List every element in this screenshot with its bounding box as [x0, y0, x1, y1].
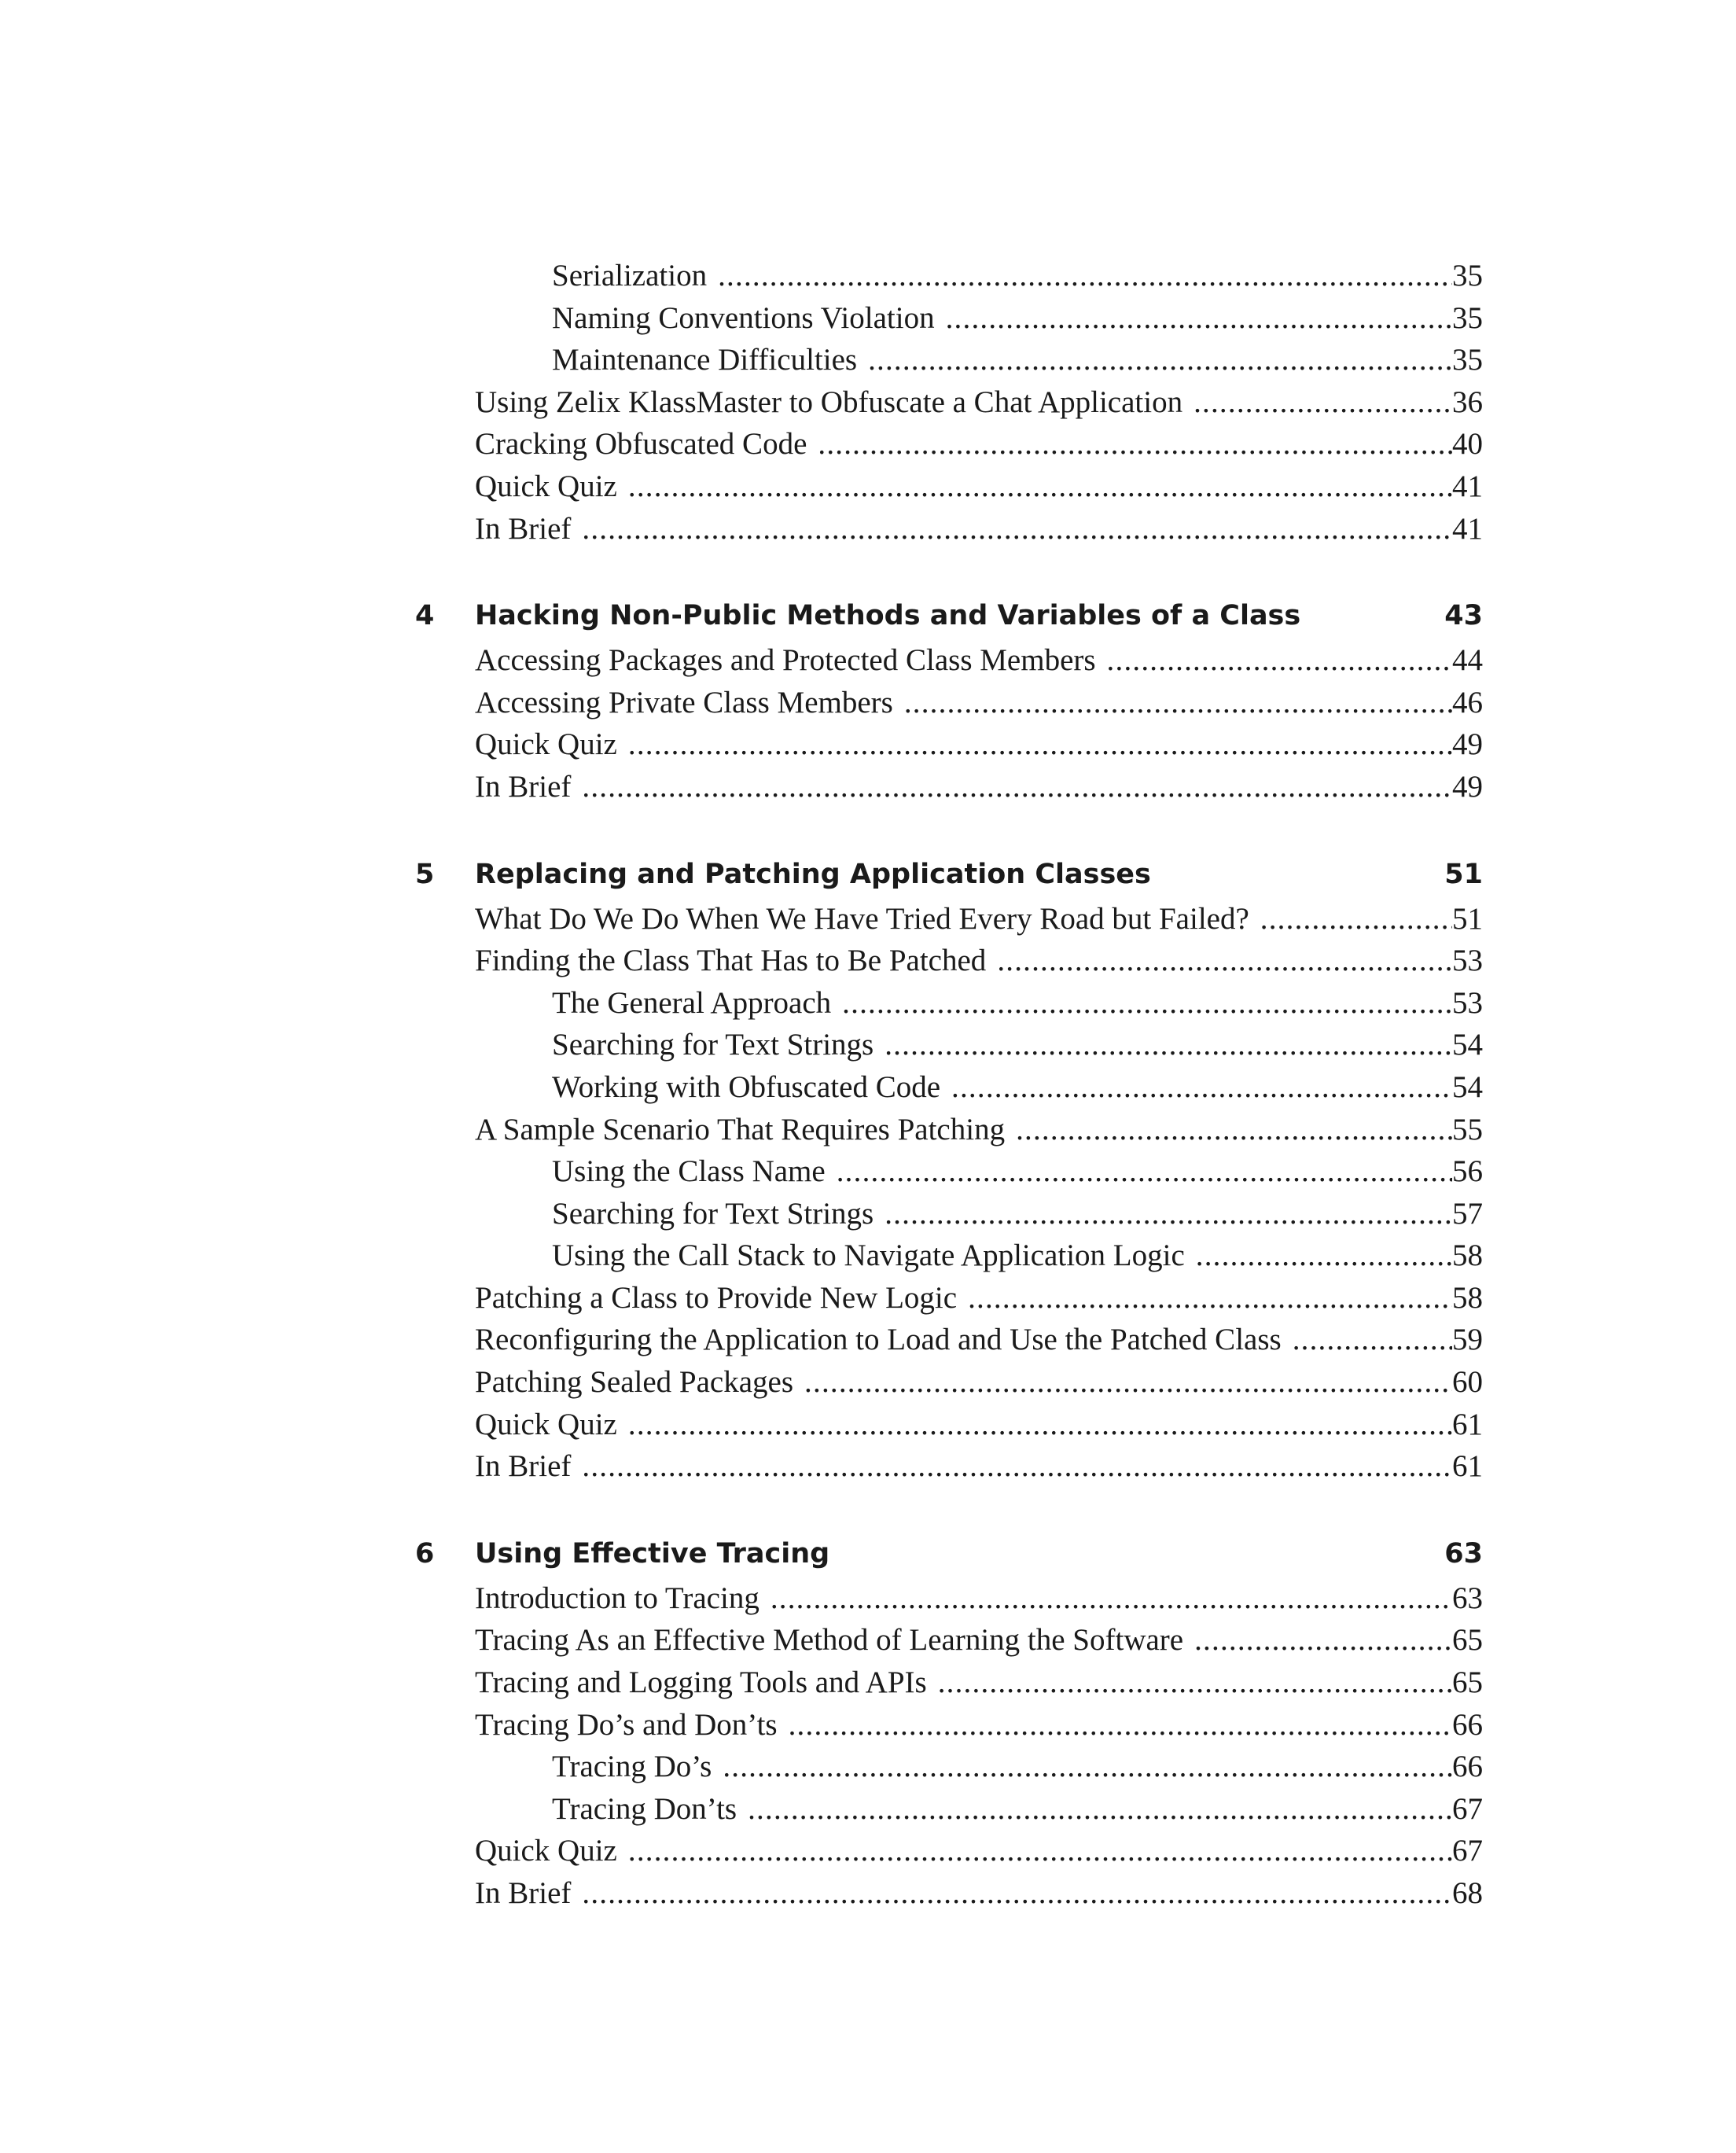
toc-entry-title: The General Approach	[552, 985, 832, 1020]
toc-entry-title: Patching a Class to Provide New Logic	[475, 1280, 958, 1315]
section-continued	[417, 258, 1483, 553]
toc-entry[interactable]	[417, 1112, 1483, 1154]
toc-entry-title: A Sample Scenario That Requires Patching	[475, 1112, 1006, 1146]
toc-entry-title: In Brief	[475, 769, 572, 804]
dot-leader	[837, 1154, 1452, 1189]
toc-entry-title: Accessing Packages and Protected Class Members	[475, 643, 1096, 678]
dot-leader	[582, 1875, 1452, 1911]
dot-leader	[868, 342, 1452, 377]
chapter-heading-5[interactable]	[417, 849, 1483, 900]
dot-leader	[718, 258, 1452, 293]
toc-entry-title: Quick Quiz	[475, 1407, 617, 1441]
toc-entry-title: In Brief	[475, 1449, 572, 1484]
toc-entry-title: Maintenance Difficulties	[552, 343, 858, 377]
toc-entry-title: Quick Quiz	[475, 469, 617, 503]
toc-entry[interactable]	[417, 342, 1483, 385]
toc-entry-title: Using the Class Name	[552, 1154, 826, 1189]
chapter-number: 4	[415, 600, 435, 632]
toc-entry-title: Reconfiguring the Application to Load and Use the Patched Class	[475, 1323, 1282, 1357]
dot-leader	[582, 769, 1452, 804]
toc-entry[interactable]	[417, 1364, 1483, 1407]
toc-entry-title: Searching for Text Strings	[552, 1028, 874, 1062]
toc-entry-title: Quick Quiz	[475, 1834, 617, 1868]
toc-entry[interactable]	[417, 511, 1483, 554]
toc-entry-page: 49	[1452, 769, 1483, 804]
toc-entry-page: 53	[1452, 985, 1483, 1020]
dot-leader	[885, 1196, 1452, 1231]
toc-entry[interactable]	[417, 1581, 1483, 1623]
dot-leader	[1016, 1112, 1452, 1147]
toc-entry-page: 65	[1452, 1665, 1483, 1700]
toc-entry-title: In Brief	[475, 511, 572, 546]
toc-entry-page: 55	[1452, 1112, 1483, 1146]
dot-leader	[885, 1027, 1452, 1062]
toc-entry-page: 57	[1452, 1196, 1483, 1231]
toc-entry-page: 36	[1452, 385, 1483, 419]
dot-leader	[771, 1581, 1452, 1616]
toc-entry[interactable]	[417, 1622, 1483, 1665]
toc-entry[interactable]	[417, 985, 1483, 1028]
dot-leader	[628, 1833, 1452, 1868]
toc-entry-title: Tracing Do’s and Don’ts	[475, 1707, 778, 1742]
toc-entry-title: Patching Sealed Packages	[475, 1365, 794, 1400]
toc-entry[interactable]	[417, 1322, 1483, 1364]
toc-entry-page: 49	[1452, 727, 1483, 762]
toc-entry[interactable]	[417, 1238, 1483, 1280]
toc-entry[interactable]	[417, 469, 1483, 511]
toc-entry-title: Tracing Do’s	[552, 1750, 712, 1784]
dot-leader	[628, 727, 1452, 762]
toc-entry-title: Naming Conventions Violation	[552, 300, 935, 335]
toc-entry-page: 66	[1452, 1750, 1483, 1784]
toc-entry[interactable]	[417, 1154, 1483, 1196]
toc-entry[interactable]	[417, 1448, 1483, 1491]
dot-leader	[1196, 1238, 1452, 1273]
toc-entry-title: Using the Call Stack to Navigate Application Logic	[552, 1238, 1185, 1273]
dot-leader	[582, 511, 1452, 547]
toc-entry[interactable]	[417, 769, 1483, 812]
dot-leader	[1194, 1622, 1452, 1658]
toc-entry-page: 40	[1452, 427, 1483, 462]
dot-leader	[1194, 385, 1452, 420]
dot-leader	[723, 1749, 1452, 1784]
toc-entry[interactable]	[417, 1665, 1483, 1707]
toc-entry-page: 51	[1452, 901, 1483, 936]
chapter-section-6	[417, 1529, 1483, 1918]
chapter-title: Hacking Non-Public Methods and Variables of a Class	[475, 600, 1301, 632]
toc-entry-page: 41	[1452, 511, 1483, 546]
toc-entry-page: 67	[1452, 1791, 1483, 1826]
dot-leader	[789, 1707, 1452, 1743]
toc-entry-title: Using Zelix KlassMaster to Obfuscate a Chat Application	[475, 385, 1183, 419]
toc-entry[interactable]	[417, 901, 1483, 944]
chapter-number: 6	[415, 1537, 435, 1570]
toc-entry[interactable]	[417, 1280, 1483, 1323]
toc-entry[interactable]	[417, 1027, 1483, 1069]
chapter-section-4	[417, 591, 1483, 811]
toc-entry-page: 61	[1452, 1449, 1483, 1484]
toc-entry-page: 58	[1452, 1280, 1483, 1315]
toc-entry-page: 35	[1452, 343, 1483, 377]
chapter-page-number: 51	[1444, 858, 1483, 890]
toc-entry[interactable]	[417, 1791, 1483, 1834]
toc-entry-page: 44	[1452, 643, 1483, 678]
toc-entry[interactable]	[417, 426, 1483, 469]
toc-entry-page: 60	[1452, 1365, 1483, 1400]
toc-entry-title: Tracing As an Effective Method of Learning the Software	[475, 1623, 1184, 1658]
toc-entry[interactable]	[417, 1833, 1483, 1875]
toc-entry-title: Introduction to Tracing	[475, 1581, 760, 1615]
toc-entry-page: 68	[1452, 1876, 1483, 1910]
toc-entry[interactable]	[417, 685, 1483, 727]
chapter-number: 5	[415, 858, 435, 890]
chapter-page-number: 63	[1444, 1537, 1483, 1570]
toc-entry[interactable]	[417, 385, 1483, 427]
dot-leader	[946, 300, 1452, 336]
toc-entry-title: Searching for Text Strings	[552, 1196, 874, 1231]
toc-entry-page: 54	[1452, 1069, 1483, 1104]
dot-leader	[842, 985, 1452, 1021]
dot-leader	[997, 943, 1452, 978]
toc-entry-page: 54	[1452, 1028, 1483, 1062]
dot-leader	[628, 1407, 1452, 1442]
dot-leader	[1293, 1322, 1452, 1357]
toc-entry-page: 61	[1452, 1407, 1483, 1441]
toc-entry-page: 67	[1452, 1834, 1483, 1868]
toc-entry[interactable]	[417, 642, 1483, 685]
table-of-contents	[417, 258, 1483, 1918]
toc-entry[interactable]	[417, 1196, 1483, 1238]
dot-leader	[951, 1069, 1452, 1105]
toc-entry[interactable]	[417, 1749, 1483, 1791]
toc-entry-page: 65	[1452, 1623, 1483, 1658]
toc-entry-page: 56	[1452, 1154, 1483, 1189]
toc-entry[interactable]	[417, 1707, 1483, 1750]
toc-entry[interactable]	[417, 300, 1483, 343]
toc-entry-title: Quick Quiz	[475, 727, 617, 762]
dot-leader	[904, 685, 1452, 720]
dot-leader	[628, 469, 1452, 504]
toc-entry-title: Working with Obfuscated Code	[552, 1069, 941, 1104]
toc-entry[interactable]	[417, 727, 1483, 769]
toc-entry-title: Cracking Obfuscated Code	[475, 427, 807, 462]
toc-entry-page: 58	[1452, 1238, 1483, 1273]
toc-entry[interactable]	[417, 1875, 1483, 1918]
dot-leader	[1260, 901, 1452, 937]
dot-leader	[818, 426, 1452, 462]
toc-entry[interactable]	[417, 1407, 1483, 1449]
toc-entry-title: Finding the Class That Has to Be Patched	[475, 944, 987, 978]
toc-entry-page: 63	[1452, 1581, 1483, 1615]
toc-entry-title: What Do We Do When We Have Tried Every Road but Failed?	[475, 901, 1249, 936]
toc-entry-page: 41	[1452, 469, 1483, 503]
dot-leader	[748, 1791, 1452, 1827]
toc-entry-page: 59	[1452, 1323, 1483, 1357]
toc-entry-title: Accessing Private Class Members	[475, 685, 893, 720]
toc-entry-title: Serialization	[552, 259, 708, 293]
toc-entry-page: 46	[1452, 685, 1483, 720]
toc-entry-page: 35	[1452, 259, 1483, 293]
dot-leader	[938, 1665, 1452, 1700]
dot-leader	[582, 1448, 1452, 1484]
chapter-section-5	[417, 849, 1483, 1491]
toc-entry[interactable]	[417, 1069, 1483, 1112]
dot-leader	[968, 1280, 1452, 1316]
toc-entry-page: 53	[1452, 944, 1483, 978]
chapter-page-number: 43	[1444, 600, 1483, 632]
dot-leader	[804, 1364, 1452, 1400]
dot-leader	[1107, 642, 1452, 678]
toc-entry[interactable]	[417, 943, 1483, 985]
chapter-title: Replacing and Patching Application Classes	[475, 858, 1151, 890]
chapter-heading-6[interactable]	[417, 1529, 1483, 1579]
chapter-title: Using Effective Tracing	[475, 1537, 830, 1570]
toc-entry-title: In Brief	[475, 1876, 572, 1910]
toc-entry-title: Tracing and Logging Tools and APIs	[475, 1665, 927, 1700]
toc-entry-title: Tracing Don’ts	[552, 1791, 737, 1826]
toc-entry[interactable]	[417, 258, 1483, 300]
chapter-heading-4[interactable]	[417, 591, 1483, 641]
toc-entry-page: 35	[1452, 300, 1483, 335]
toc-entry-page: 66	[1452, 1707, 1483, 1742]
